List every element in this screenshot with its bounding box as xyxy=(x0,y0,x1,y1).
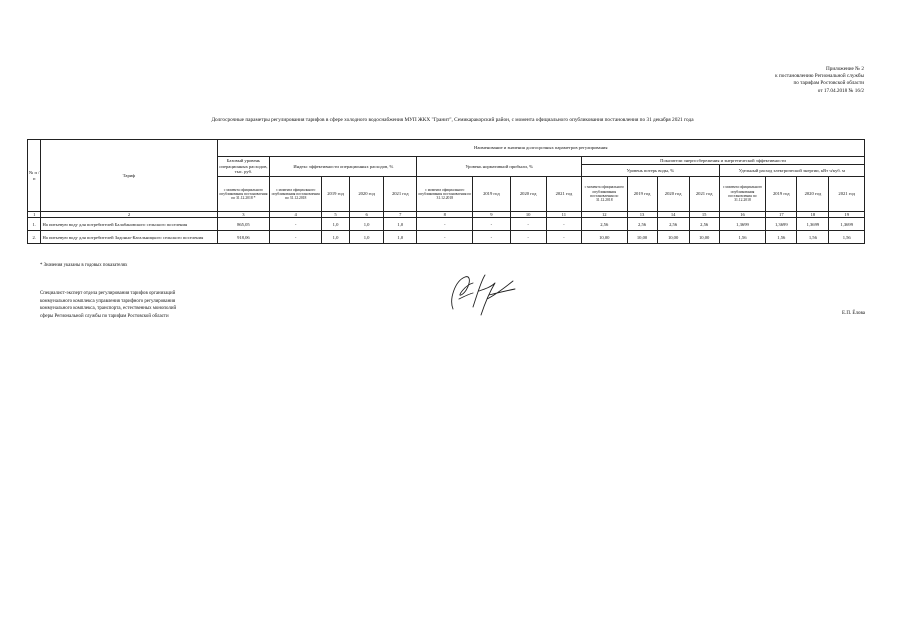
table-cell: - xyxy=(270,218,322,231)
table-cell: 1,3699 xyxy=(766,218,797,231)
column-number: 12 xyxy=(581,212,627,218)
row-tariff-name: На питьевую воду для потребителей Задонно-Кагальницкого сельского поселения xyxy=(41,231,217,244)
table-cell: 1,0 xyxy=(384,231,417,244)
column-number: 15 xyxy=(689,212,719,218)
table-cell: - xyxy=(417,231,473,244)
column-number: 1 xyxy=(28,212,41,218)
subheader-year: 2020 год xyxy=(510,177,546,212)
appendix-line: Приложение № 2 xyxy=(826,66,864,72)
table-cell: 918,06 xyxy=(217,231,270,244)
subheader-year: 2021 год xyxy=(384,177,417,212)
subheader-year: 2019 год xyxy=(322,177,350,212)
subheader-index: с момента официального опубликования постановления по 31.12.2018 xyxy=(270,177,322,212)
table-cell: 1,56 xyxy=(829,231,865,244)
row-number: 1. xyxy=(28,218,41,231)
table-cell: - xyxy=(417,218,473,231)
table-cell: 865,05 xyxy=(217,218,270,231)
table-cell: 1,0 xyxy=(322,218,350,231)
table-cell: 1,0 xyxy=(350,218,384,231)
table-row xyxy=(28,231,865,244)
subheader-base: с момента официального опубликования постановления по 31.12.2018 * xyxy=(217,177,270,212)
header-tariff: Тариф xyxy=(41,140,217,212)
specialist-line: коммунального комплекса, транспорта, естественных монополий xyxy=(40,306,177,312)
column-number: 2 xyxy=(41,212,217,218)
column-number: 10 xyxy=(510,212,546,218)
subheader-year: 2021 год xyxy=(829,177,865,212)
table-cell: 1,3699 xyxy=(719,218,766,231)
document-title: Долгосрочные параметры регулирования тарифов в сфере холодного водоснабжения МУП ЖКХ "Гранит", Семикаракорский район, с момента официального опубликования постановления по 31 декабря 2021 года xyxy=(211,117,694,123)
table-cell: 10,00 xyxy=(581,231,627,244)
table-cell: 1,3699 xyxy=(829,218,865,231)
table-cell: 1,3699 xyxy=(797,218,829,231)
table-cell: 10,00 xyxy=(657,231,689,244)
column-number: 11 xyxy=(546,212,581,218)
subheader-spec: с момента официального опубликования постановления по 31.12.2018 xyxy=(719,177,766,212)
column-number: 18 xyxy=(797,212,829,218)
column-number: 16 xyxy=(719,212,766,218)
subheader-year: 2020 год xyxy=(350,177,384,212)
table-cell: 1,0 xyxy=(322,231,350,244)
table-cell: 2,56 xyxy=(657,218,689,231)
subheader-losses: с момента официального опубликования постановления по 31.12.2018 xyxy=(581,177,627,212)
header-efficiency-index: Индекс эффективности операционных расходов, % xyxy=(270,157,417,177)
appendix-line: к постановлению Региональной службы xyxy=(775,73,864,80)
header-specific-energy: Удельный расход электрической энергии, кВт ч/куб. м xyxy=(719,165,864,177)
header-energy-efficiency: Показатели энергосбережения и энергетической эффективности xyxy=(581,157,864,165)
subheader-year: 2019 год xyxy=(627,177,657,212)
header-group: Наименование и значения долгосрочных параметров регулирования xyxy=(217,140,865,157)
column-number: 9 xyxy=(473,212,510,218)
appendix-line: по тарифам Ростовской области xyxy=(793,80,864,87)
appendix-block xyxy=(775,66,864,95)
header-water-losses: Уровень потерь воды, % xyxy=(581,165,719,177)
table-cell: 2,56 xyxy=(689,218,719,231)
table-cell: - xyxy=(510,231,546,244)
subheader-year: 2020 год xyxy=(797,177,829,212)
column-number: 13 xyxy=(627,212,657,218)
header-base-level: Базовый уровень операционных расходов, тыс. руб. xyxy=(217,157,270,177)
table-row xyxy=(28,218,865,231)
column-number: 3 xyxy=(217,212,270,218)
specialist-block xyxy=(40,290,240,320)
column-number: 8 xyxy=(417,212,473,218)
table-cell: 10,00 xyxy=(627,231,657,244)
subheader-year: 2021 год xyxy=(546,177,581,212)
signer-name: Е.П. Ёлова xyxy=(842,311,865,316)
table-cell: 2,56 xyxy=(627,218,657,231)
footnote: * Значения указаны в годовых показателях xyxy=(40,263,128,268)
table-cell: 10,00 xyxy=(689,231,719,244)
row-number: 2. xyxy=(28,231,41,244)
table-cell: 1,0 xyxy=(350,231,384,244)
column-number: 4 xyxy=(270,212,322,218)
specialist-line: Специалист-эксперт отдела регулирования тарифов организаций xyxy=(40,291,176,296)
table-cell: 1,0 xyxy=(384,218,417,231)
table-cell: 1,56 xyxy=(766,231,797,244)
parameters-table xyxy=(27,139,865,244)
table-cell: 2,56 xyxy=(581,218,627,231)
subheader-year: 2020 год xyxy=(657,177,689,212)
column-number: 17 xyxy=(766,212,797,218)
column-number: 19 xyxy=(829,212,865,218)
subheader-year: 2021 год xyxy=(689,177,719,212)
table-cell: - xyxy=(546,231,581,244)
table-cell: 1,56 xyxy=(797,231,829,244)
table-cell: 1,56 xyxy=(719,231,766,244)
table-cell: - xyxy=(473,218,510,231)
appendix-line: от 17.04.2018 № 16/2 xyxy=(817,87,864,94)
table-cell: - xyxy=(270,231,322,244)
column-number: 14 xyxy=(657,212,689,218)
subheader-norm: с момента официального опубликования постановления по 31.12.2018 xyxy=(417,177,473,212)
column-number: 5 xyxy=(322,212,350,218)
specialist-line: сферы Региональной службы по тарифам Ростовской области xyxy=(40,313,169,319)
column-number: 6 xyxy=(350,212,384,218)
table-cell: - xyxy=(473,231,510,244)
column-number: 7 xyxy=(384,212,417,218)
subheader-year: 2019 год xyxy=(766,177,797,212)
header-number: № п /п xyxy=(28,140,41,212)
table-cell: - xyxy=(510,218,546,231)
row-tariff-name: На питьевую воду для потребителей Балабановского сельского поселения xyxy=(41,218,217,231)
subheader-year: 2019 год xyxy=(473,177,510,212)
handwritten-signature xyxy=(443,269,523,321)
specialist-line: коммунального комплекса управления тарифного регулирования xyxy=(40,298,176,304)
header-normative-profit: Уровень нормативной прибыли, % xyxy=(417,157,582,177)
table-cell: - xyxy=(546,218,581,231)
